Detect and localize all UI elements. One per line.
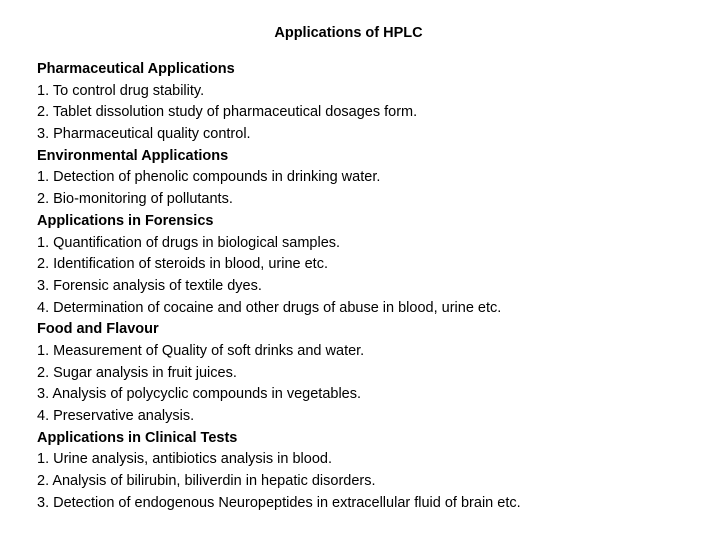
list-item: 4. Determination of cocaine and other drugs of abuse in blood, urine etc. bbox=[37, 299, 502, 316]
list-item: 1. Measurement of Quality of soft drinks and water. bbox=[37, 342, 365, 359]
list-item: 2. Tablet dissolution study of pharmaceutical dosages form. bbox=[37, 104, 418, 121]
list-item: 1. Detection of phenolic compounds in drinking water. bbox=[37, 169, 381, 186]
section-heading-forensics: Applications in Forensics bbox=[37, 212, 214, 229]
list-item: 3. Analysis of polycyclic compounds in vegetables. bbox=[37, 386, 362, 403]
section-heading-pharmaceutical: Pharmaceutical Applications bbox=[37, 61, 235, 77]
list-item: 2. Sugar analysis in fruit juices. bbox=[37, 364, 237, 381]
section-heading-food-flavour: Food and Flavour bbox=[37, 321, 159, 338]
list-item: 4. Preservative analysis. bbox=[37, 408, 195, 424]
section-heading-clinical-tests: Applications in Clinical Tests bbox=[37, 429, 238, 446]
list-item: 1. Urine analysis, antibiotics analysis in blood. bbox=[37, 451, 332, 468]
list-item: 1. To control drug stability. bbox=[37, 82, 205, 99]
list-item: 1. Quantification of drugs in biological samples. bbox=[37, 234, 341, 251]
list-item: 3. Detection of endogenous Neuropeptides in extracellular fluid of brain etc. bbox=[37, 494, 521, 511]
list-item: 2. Identification of steroids in blood, urine etc. bbox=[37, 256, 328, 273]
slide-title: Applications of HPLC bbox=[274, 25, 423, 41]
list-item: 2. Analysis of bilirubin, biliverdin in hepatic disorders. bbox=[37, 473, 376, 490]
slide-content bbox=[37, 59, 707, 514]
list-item: 3. Forensic analysis of textile dyes. bbox=[37, 277, 262, 294]
list-item: 3. Pharmaceutical quality control. bbox=[37, 126, 251, 143]
list-item: 2. Bio-monitoring of pollutants. bbox=[37, 191, 233, 208]
section-heading-environmental: Environmental Applications bbox=[37, 147, 229, 164]
